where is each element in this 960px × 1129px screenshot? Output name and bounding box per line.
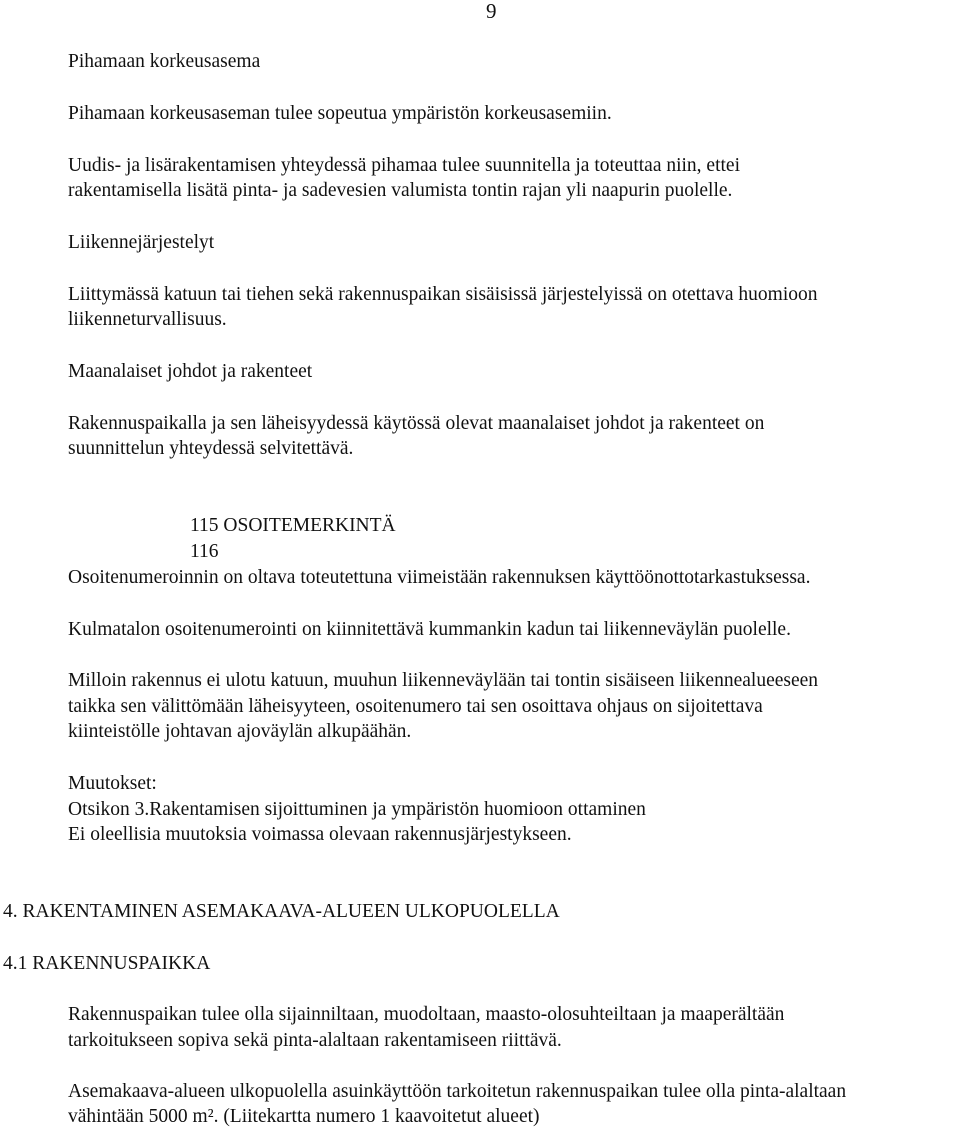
muutokset-label: Muutokset: xyxy=(68,773,157,794)
chapter-4-heading: 4. RAKENTAMINEN ASEMAKAAVA-ALUEEN ULKOPUOLELLA xyxy=(3,901,560,922)
page-number: 9 xyxy=(486,0,497,23)
paragraph-pihamaa-2-line-2: rakentamisella lisätä pinta- ja sadevesien valumista tontin rajan yli naapurin puolelle. xyxy=(68,180,733,201)
heading-maanalaiset-johdot: Maanalaiset johdot ja rakenteet xyxy=(68,361,313,382)
paragraph-rakennuspaikka-1-line-2: tarkoitukseen sopiva sekä pinta-alaltaan rakentamiseen riittävä. xyxy=(68,1030,562,1051)
heading-116: 116 xyxy=(190,541,219,562)
muutokset-line-2: Ei oleellisia muutoksia voimassa olevaan rakennusjärjestykseen. xyxy=(68,824,572,845)
paragraph-osoite-3-line-3: kiinteistölle johtavan ajoväylän alkupäähän. xyxy=(68,721,412,742)
paragraph-pihamaa-1: Pihamaan korkeusaseman tulee sopeutua ympäristön korkeusasemiin. xyxy=(68,103,612,124)
paragraph-liikenne-line-2: liikenneturvallisuus. xyxy=(68,309,227,330)
paragraph-maanalaiset-line-2: suunnittelun yhteydessä selvitettävä. xyxy=(68,438,354,459)
paragraph-rakennuspaikka-2-line-2: vähintään 5000 m². (Liitekartta numero 1 kaavoitetut alueet) xyxy=(68,1106,540,1127)
paragraph-osoite-1: Osoitenumeroinnin on oltava toteutettuna viimeistään rakennuksen käyttöönottotarkastuksessa. xyxy=(68,567,811,588)
paragraph-maanalaiset-line-1: Rakennuspaikalla ja sen läheisyydessä käytössä olevat maanalaiset johdot ja rakenteet on xyxy=(68,413,765,434)
paragraph-pihamaa-2-line-1: Uudis- ja lisärakentamisen yhteydessä pihamaa tulee suunnitella ja toteuttaa niin, ettei xyxy=(68,155,740,176)
paragraph-osoite-3-line-2: taikka sen välittömään läheisyyteen, osoitenumero tai sen osoittava ohjaus on sijoitettava xyxy=(68,696,763,717)
paragraph-rakennuspaikka-1-line-1: Rakennuspaikan tulee olla sijainniltaan, muodoltaan, maasto-olosuhteiltaan ja maaperältään xyxy=(68,1004,785,1025)
paragraph-liikenne-line-1: Liittymässä katuun tai tiehen sekä rakennuspaikan sisäisissä järjestelyissä on otettava huomioon xyxy=(68,284,818,305)
paragraph-osoite-2: Kulmatalon osoitenumerointi on kiinnitettävä kummankin kadun tai liikenneväylän puolelle. xyxy=(68,619,791,640)
paragraph-rakennuspaikka-2-line-1: Asemakaava-alueen ulkopuolella asuinkäyttöön tarkoitetun rakennuspaikan tulee olla pinta-alaltaan xyxy=(68,1081,847,1102)
muutokset-line-1: Otsikon 3.Rakentamisen sijoittuminen ja ympäristön huomioon ottaminen xyxy=(68,799,646,820)
heading-pihamaan-korkeusasema: Pihamaan korkeusasema xyxy=(68,51,261,72)
paragraph-osoite-3-line-1: Milloin rakennus ei ulotu katuun, muuhun liikenneväylään tai tontin sisäiseen liikennealueeseen xyxy=(68,670,819,691)
section-4-1-heading: 4.1 RAKENNUSPAIKKA xyxy=(3,953,211,974)
heading-liikennejarjestelyt: Liikennejärjestelyt xyxy=(68,232,215,253)
heading-115-osoitemerkinta: 115 OSOITEMERKINTÄ xyxy=(190,515,396,536)
